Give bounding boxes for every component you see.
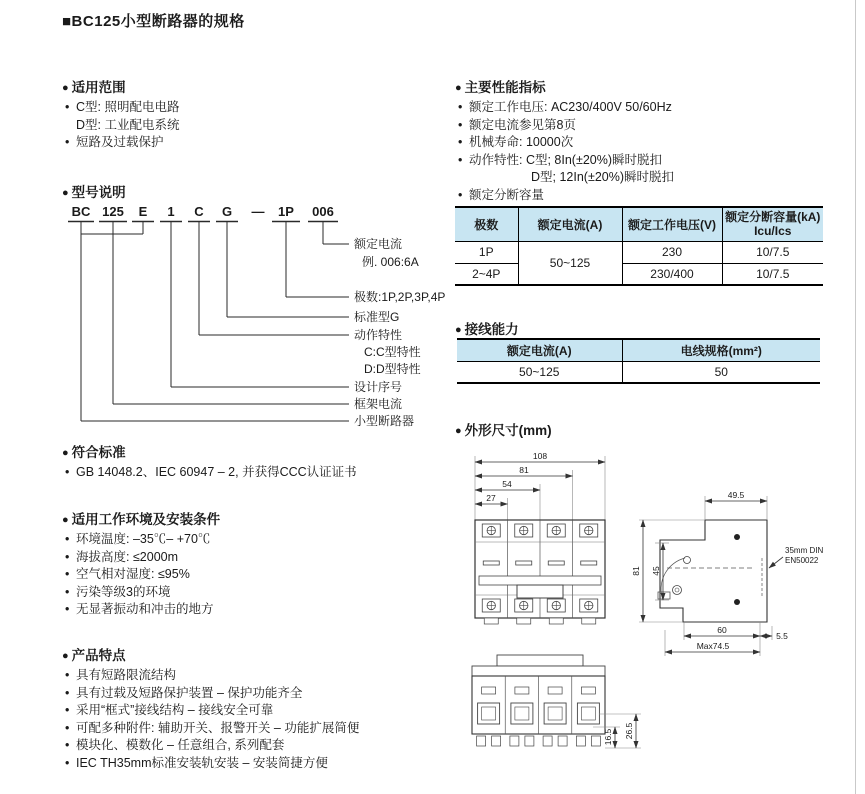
section-dimensions-title: ● 外形尺寸(mm) <box>455 419 552 439</box>
dim-27: 27 <box>486 493 496 503</box>
dim-49-5: 49.5 <box>727 490 745 500</box>
section-standards-title: ● 符合标准 <box>62 441 457 461</box>
list-item: • 污染等级3的环境 <box>62 584 457 602</box>
dim-max74-5: Max74.5 <box>696 641 730 651</box>
cell-wire: 50 <box>622 361 820 383</box>
list-item: • 空气相对湿度: ≤95% <box>62 566 457 584</box>
section-model-title: ● 型号说明 <box>62 181 126 201</box>
list-item: • 额定工作电压: AC230/400V 50/60Hz <box>455 99 855 117</box>
column-header: 额定电流(A) <box>457 339 622 361</box>
model-label-mcb: 小型断路器 <box>354 414 415 428</box>
cell-icu: 10/7.5 <box>722 241 823 263</box>
dim-16-5: 16.5 <box>603 728 613 746</box>
dim-60: 60 <box>717 625 727 635</box>
cell-poles: 1P <box>455 241 518 263</box>
column-header: 额定工作电压(V) <box>622 207 722 241</box>
breaking-capacity-table <box>455 206 823 286</box>
list-item: • C型: 照明配电电路 <box>62 99 452 117</box>
model-label-characteristic: 动作特性 <box>354 328 403 342</box>
dim-81: 81 <box>519 465 529 475</box>
section-model <box>62 181 126 204</box>
dim-81: 81 <box>631 566 641 576</box>
list-item: • 模块化、模数化 – 任意组合, 系列配套 <box>62 737 462 755</box>
dim-54: 54 <box>502 479 512 489</box>
table-row <box>457 361 820 383</box>
section-performance-title: ● 主要性能指标 <box>455 76 855 96</box>
dim-108: 108 <box>532 451 548 461</box>
model-designation-diagram <box>62 202 452 437</box>
list-item: • 具有短路限流结构 <box>62 667 462 685</box>
column-header: 额定电流(A) <box>518 207 622 241</box>
dim-5-5: 5.5 <box>776 631 788 641</box>
column-header <box>722 207 823 241</box>
column-header-line: Icu/Ics <box>754 224 792 239</box>
cell-current-merged: 50~125 <box>518 241 622 285</box>
cell-voltage: 230/400 <box>622 263 722 285</box>
bottom-view <box>472 655 641 748</box>
model-label-char-d: D:D型特性 <box>364 362 421 376</box>
column-header-line: 额定分断容量(kA) <box>725 210 821 225</box>
page-title: ■BC125小型断路器的规格 <box>62 13 245 30</box>
list-item: • IEC TH35mm标准安装轨安装 – 安装简捷方便 <box>62 755 462 773</box>
model-token: 1 <box>167 204 175 219</box>
dim-26-5: 26.5 <box>624 722 634 740</box>
cell-poles: 2~4P <box>455 263 518 285</box>
model-label-rated-current: 额定电流 <box>354 237 403 251</box>
front-view <box>475 451 605 624</box>
column-header: 电线规格(mm²) <box>622 339 820 361</box>
din-rail-label-line2: EN50022 <box>785 556 819 565</box>
list-item: • 具有过载及短路保护装置 – 保护功能齐全 <box>62 685 462 703</box>
list-item: • 动作特性: C型; 8In(±20%)瞬时脱扣 <box>455 152 855 170</box>
dimension-drawings <box>455 440 860 794</box>
din-rail-label-line1: 35mm DIN <box>785 546 824 555</box>
dim-45: 45 <box>651 566 661 576</box>
list-item: • 环境温度: –35℃– +70℃ <box>62 531 457 549</box>
list-item: • 额定分断容量 <box>455 187 855 205</box>
model-token: 006 <box>312 204 334 219</box>
section-features-title: ● 产品特点 <box>62 644 462 664</box>
model-token: 125 <box>102 204 124 219</box>
list-item: • 可配多种附件: 辅助开关、报警开关 – 功能扩展简便 <box>62 720 462 738</box>
model-label-standard: 标准型G <box>354 310 400 324</box>
cell-voltage: 230 <box>622 241 722 263</box>
list-item: • 机械寿命: 10000次 <box>455 134 855 152</box>
table-row <box>455 263 823 285</box>
model-token: BC <box>71 204 91 219</box>
section-performance <box>455 76 855 204</box>
cell-current: 50~125 <box>457 361 622 383</box>
section-dimensions <box>455 419 552 442</box>
section-environment-title: ● 适用工作环境及安装条件 <box>62 508 457 528</box>
model-token: C <box>194 204 204 219</box>
model-label-design-serial: 设计序号 <box>354 380 403 394</box>
list-item: D型: 工业配电系统 <box>76 117 180 132</box>
section-standards <box>62 441 457 482</box>
list-item: D型; 12In(±20%)瞬时脱扣 <box>531 170 675 184</box>
column-header: 极数 <box>455 207 518 241</box>
section-scope <box>62 76 452 152</box>
list-item: • 无显著振动和冲击的地方 <box>62 601 457 619</box>
model-token: — <box>251 204 265 219</box>
list-item: • 采用“框式”接线结构 – 接线安全可靠 <box>62 702 462 720</box>
model-label-frame-current: 框架电流 <box>354 397 403 411</box>
model-label-current-example: 例. 006:6A <box>362 255 419 269</box>
model-label-poles: 极数:1P,2P,3P,4P <box>354 290 446 304</box>
list-item: • 额定电流参见第8页 <box>455 117 855 135</box>
model-token: E <box>138 204 148 219</box>
section-features <box>62 644 462 772</box>
side-view <box>631 490 823 656</box>
model-token: 1P <box>278 204 294 219</box>
section-wiring-title: ● 接线能力 <box>455 318 519 338</box>
cell-icu: 10/7.5 <box>722 263 823 285</box>
list-item: • 海拔高度: ≤2000m <box>62 549 457 567</box>
din-leader-line <box>769 557 783 568</box>
table-row <box>455 241 823 263</box>
section-environment <box>62 508 457 619</box>
model-connector-lines <box>81 222 349 421</box>
list-item: • GB 14048.2、IEC 60947 – 2, 并获得CCC认证证书 <box>62 464 457 482</box>
model-label-char-c: C:C型特性 <box>364 345 421 359</box>
section-scope-title: ● 适用范围 <box>62 76 452 96</box>
model-token: G <box>221 204 233 219</box>
list-item: • 短路及过载保护 <box>62 134 452 152</box>
wiring-capacity-table <box>457 338 820 384</box>
